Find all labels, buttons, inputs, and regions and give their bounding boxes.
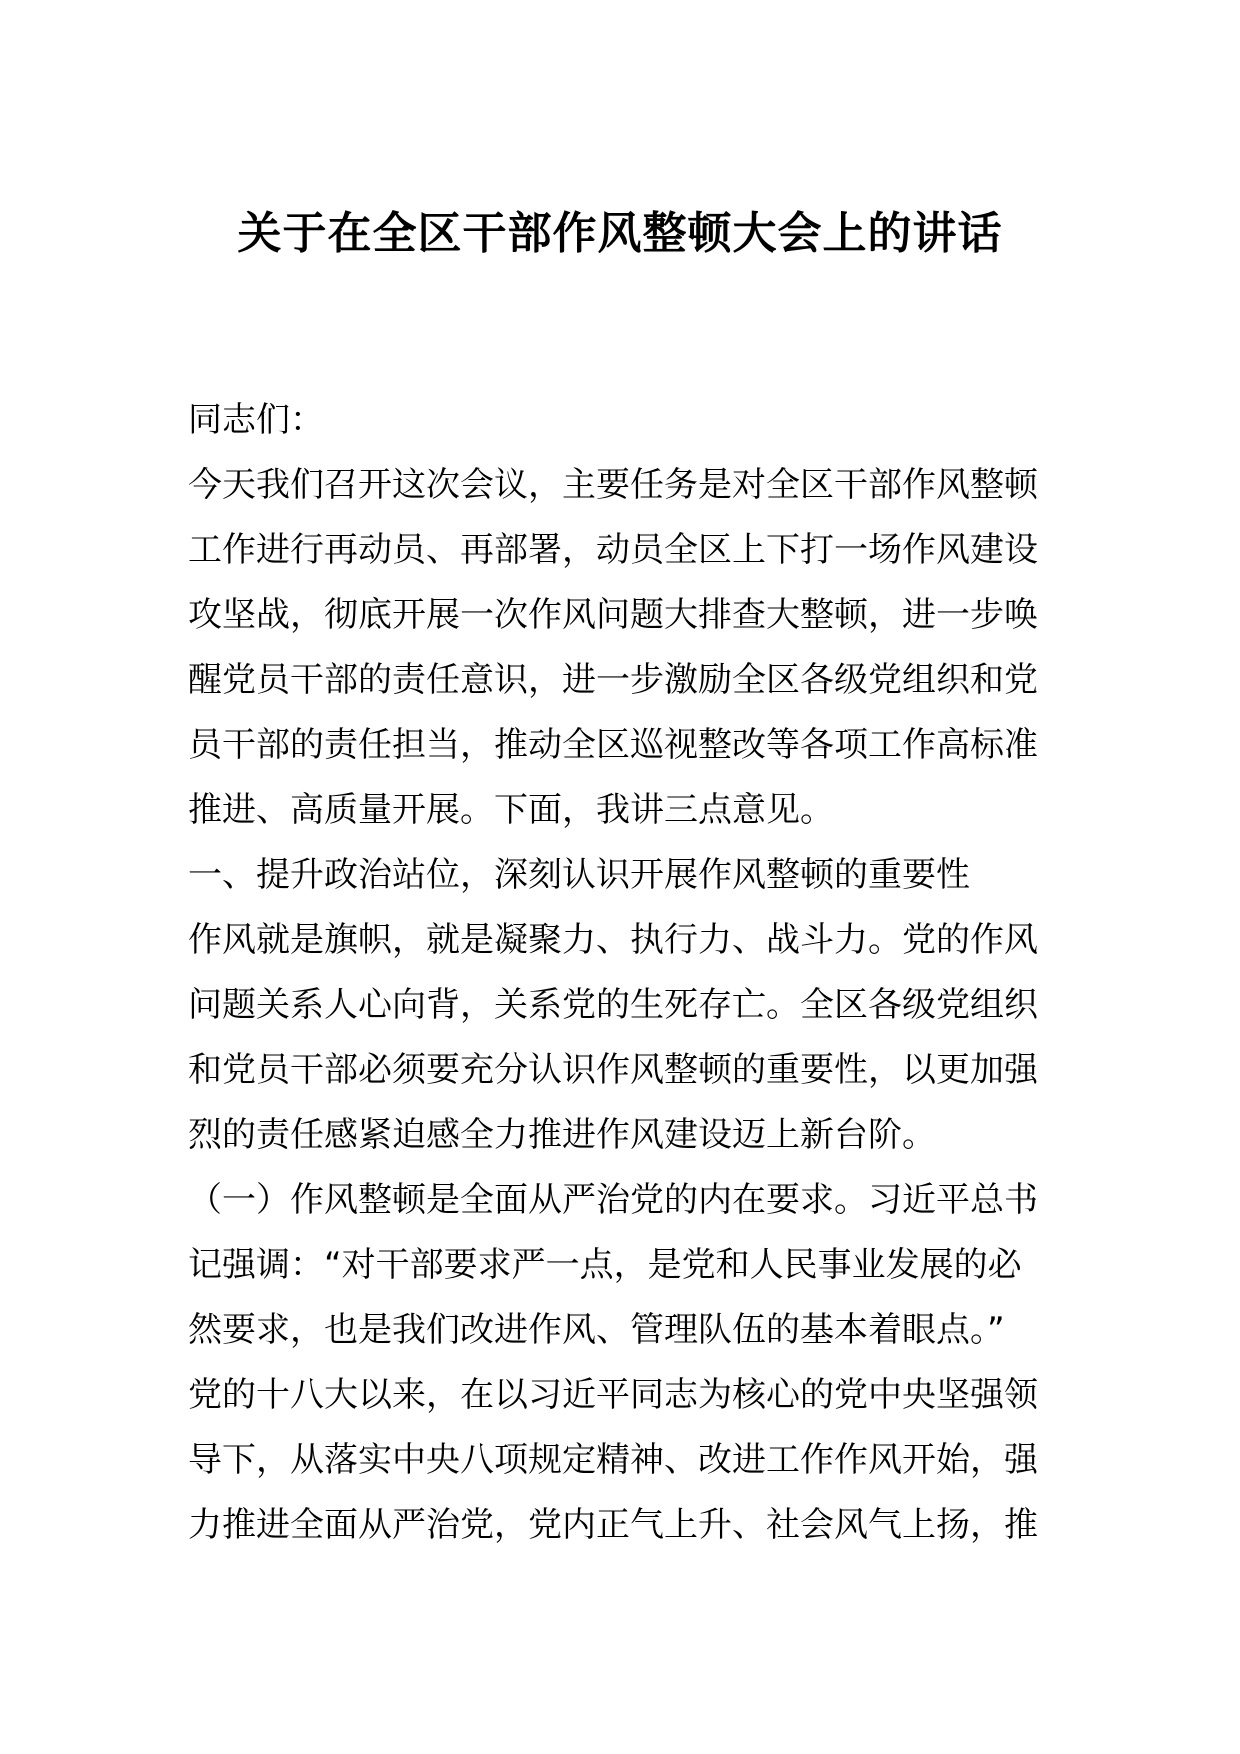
text-line: 攻坚战，彻底开展一次作风问题大排查大整顿，进一步唤 [188,595,1038,635]
text-line: （一）作风整顿是全面从严治党的内在要求。习近平总书 [188,1180,1038,1220]
text-line: 导下，从落实中央八项规定精神、改进工作作风开始，强 [188,1440,1038,1480]
text-line: 然要求，也是我们改进作风、管理队伍的基本着眼点。” [188,1310,1005,1350]
text-line: 员干部的责任担当，推动全区巡视整改等各项工作高标准 [188,725,1038,765]
text-line: 醒党员干部的责任意识，进一步激励全区各级党组织和党 [188,660,1038,700]
text-line: 党的十八大以来，在以习近平同志为核心的党中央坚强领 [188,1375,1038,1415]
text-line: 力推进全面从严治党，党内正气上升、社会风气上扬，推 [188,1505,1038,1545]
document-title: 关于在全区干部作风整顿大会上的讲话 [237,208,1003,259]
document-body [188,388,1068,1558]
text-line: 烈的责任感紧迫感全力推进作风建设迈上新台阶。 [188,1115,936,1155]
text-line: 问题关系人心向背，关系党的生死存亡。全区各级党组织 [188,985,1038,1025]
text-line: 今天我们召开这次会议，主要任务是对全区干部作风整顿 [188,465,1038,505]
text-line: 工作进行再动员、再部署，动员全区上下打一场作风建设 [188,530,1038,570]
text-line: 同志们： [188,400,324,440]
section-heading: 一、提升政治站位，深刻认识开展作风整顿的重要性 [188,855,970,895]
text-line: 记强调：“对干部要求严一点，是党和人民事业发展的必 [188,1245,1022,1285]
text-line: 作风就是旗帜，就是凝聚力、执行力、战斗力。党的作风 [188,920,1038,960]
text-line: 推进、高质量开展。下面，我讲三点意见。 [188,790,834,830]
text-line: 和党员干部必须要充分认识作风整顿的重要性，以更加强 [188,1050,1038,1090]
